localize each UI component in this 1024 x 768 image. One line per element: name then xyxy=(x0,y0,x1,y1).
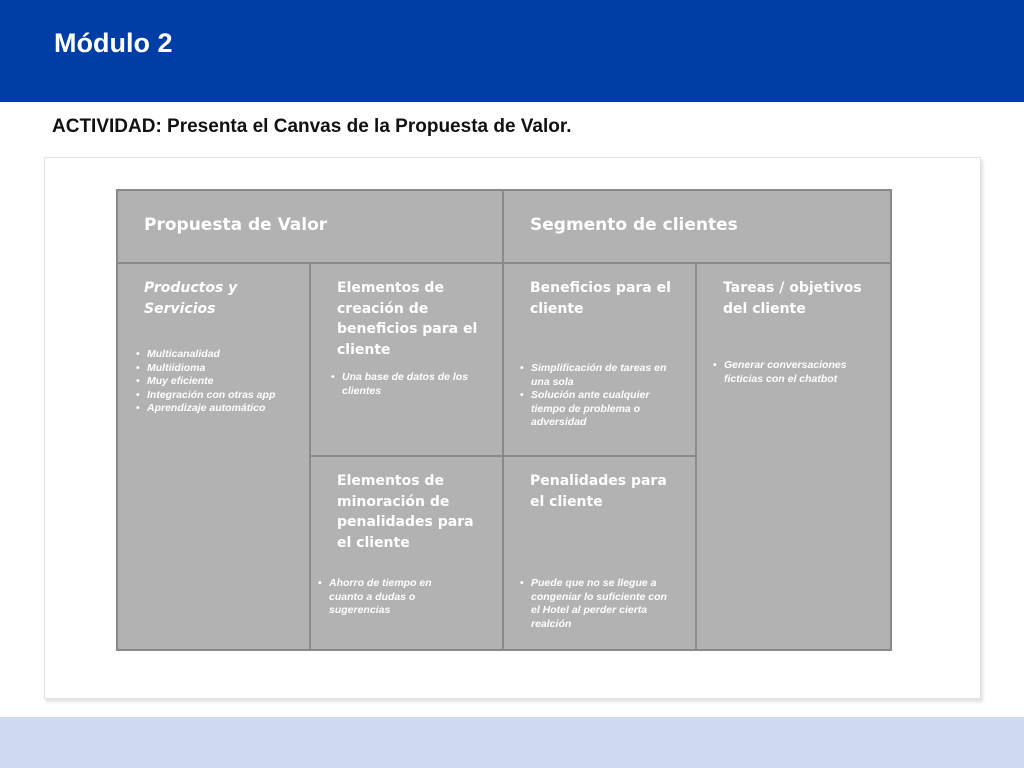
list-item: • Puede que no se llegue a congeniar lo suficiente con el Hotel al perder cierta realción xyxy=(520,577,670,631)
list-item: • Una base de datos de los clientes xyxy=(331,371,471,398)
value-proposition-canvas xyxy=(116,189,892,651)
list-item: • Ahorro de tiempo en cuanto a dudas o sugerencias xyxy=(318,577,458,618)
propuesta-de-valor-header xyxy=(118,191,504,264)
list-item: • Multicanalidad xyxy=(136,348,286,362)
tareas-objetivos-title: Tareas / objetivos del cliente xyxy=(723,280,862,317)
slide-title: Módulo 2 xyxy=(54,28,173,58)
beneficios-cliente-cell xyxy=(504,264,697,457)
header-bar xyxy=(0,0,1024,102)
minoracion-list xyxy=(318,577,458,618)
tareas-list xyxy=(713,359,863,386)
list-item: • Multiidioma xyxy=(136,362,286,376)
productos-list xyxy=(136,348,286,416)
list-item: • Muy eficiente xyxy=(136,375,286,389)
penalidades-cliente-title: Penalidades para el cliente xyxy=(530,473,667,510)
creacion-beneficios-cell xyxy=(311,264,504,457)
footer-bar xyxy=(0,717,1024,768)
segmento-de-clientes-header xyxy=(504,191,890,264)
productos-servicios-title: Productos y Servicios xyxy=(144,280,238,317)
penalidades-cliente-cell xyxy=(504,457,697,649)
list-item: • Solución ante cualquier tiempo de problema o adversidad xyxy=(520,389,670,430)
penalidades-list xyxy=(520,577,670,631)
productos-servicios-cell xyxy=(118,264,311,649)
minoracion-penalidades-title: Elementos de minoración de penalidades para el cliente xyxy=(337,473,474,551)
beneficios-cliente-title: Beneficios para el cliente xyxy=(530,280,671,317)
segmento-de-clientes-label: Segmento de clientes xyxy=(530,215,738,235)
creacion-list xyxy=(331,371,471,398)
minoracion-penalidades-cell xyxy=(311,457,504,649)
list-item: • Simplificación de tareas en una sola xyxy=(520,362,670,389)
creacion-beneficios-title: Elementos de creación de beneficios para el cliente xyxy=(337,280,478,358)
propuesta-de-valor-label: Propuesta de Valor xyxy=(144,215,328,235)
activity-subtitle: ACTIVIDAD: Presenta el Canvas de la Propuesta de Valor. xyxy=(52,116,572,137)
list-item: • Generar conversaciones ficticias con el chatbot xyxy=(713,359,863,386)
beneficios-list xyxy=(520,362,670,430)
list-item: • Integración con otras app xyxy=(136,389,286,403)
list-item: • Aprendizaje automático xyxy=(136,402,286,416)
tareas-objetivos-cell xyxy=(697,264,890,649)
